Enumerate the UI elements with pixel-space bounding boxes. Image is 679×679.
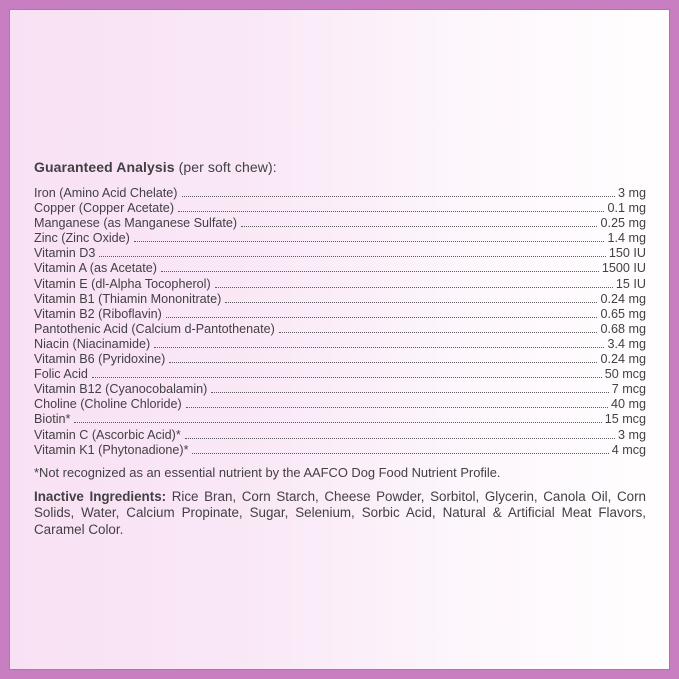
dot-leader — [186, 407, 608, 408]
dot-leader — [279, 332, 598, 333]
nutrient-name: Biotin* — [34, 412, 71, 427]
nutrient-value: 0.24 mg — [600, 352, 646, 367]
nutrient-value: 50 mcg — [604, 367, 646, 382]
nutrient-list — [34, 186, 646, 458]
nutrient-name: Niacin (Niacinamide) — [34, 336, 151, 351]
dot-leader — [134, 241, 605, 242]
nutrient-value: 0.24 mg — [600, 291, 646, 306]
nutrient-row — [34, 292, 646, 307]
dot-leader — [166, 317, 598, 318]
nutrient-value: 1500 IU — [601, 261, 646, 276]
dot-leader — [225, 302, 597, 303]
nutrient-row — [34, 443, 646, 458]
nutrient-row — [34, 216, 646, 231]
heading-subtitle: (per soft chew): — [174, 159, 277, 175]
heading-title: Guaranteed Analysis — [34, 159, 175, 175]
dot-leader — [178, 211, 604, 212]
nutrient-value: 0.25 mg — [600, 216, 646, 231]
nutrient-value: 4 mcg — [611, 442, 646, 457]
dot-leader — [241, 226, 597, 227]
nutrient-value: 40 mg — [610, 397, 646, 412]
nutrient-value: 3.4 mg — [607, 336, 646, 351]
dot-leader — [215, 287, 613, 288]
nutrient-row — [34, 397, 646, 412]
inactive-ingredients — [34, 489, 646, 538]
nutrient-name: Vitamin B6 (Pyridoxine) — [34, 352, 166, 367]
border-top-dark-edge — [0, 0, 679, 2]
nutrient-value: 15 IU — [615, 276, 646, 291]
nutrient-row — [34, 201, 646, 216]
nutrient-name: Choline (Choline Chloride) — [34, 397, 182, 412]
nutrient-name: Vitamin B2 (Riboflavin) — [34, 306, 162, 321]
nutrient-value: 3 mg — [618, 427, 646, 442]
inactive-ingredients-text: Rice Bran, Corn Starch, Cheese Powder, Sorbitol, Glycerin, Canola Oil, Corn Solids, Water, Calcium Propinate, Sugar, Selenium, Sorbic Acid, Natural & Artificial Meat Flavors, Caramel Color. — [34, 488, 647, 537]
dot-leader — [185, 438, 615, 439]
dot-leader — [154, 347, 604, 348]
nutrient-name: Zinc (Zinc Oxide) — [34, 231, 130, 246]
dot-leader — [182, 196, 616, 197]
nutrient-name: Vitamin B1 (Thiamin Mononitrate) — [34, 291, 222, 306]
nutrient-name: Pantothenic Acid (Calcium d-Pantothenate) — [34, 321, 275, 336]
nutrient-value: 3 mg — [618, 186, 646, 200]
nutrient-name: Copper (Copper Acetate) — [34, 201, 175, 216]
nutrient-row — [34, 307, 646, 322]
nutrient-row — [34, 382, 646, 397]
nutrient-row — [34, 428, 646, 443]
nutrient-row — [34, 231, 646, 246]
label-content — [9, 9, 670, 538]
nutrient-row — [34, 246, 646, 261]
dot-leader — [161, 271, 599, 272]
dot-leader — [74, 422, 601, 423]
nutrient-row — [34, 322, 646, 337]
nutrient-value: 150 IU — [608, 246, 646, 261]
nutrient-name: Iron (Amino Acid Chelate) — [34, 186, 178, 200]
nutrient-name: Vitamin K1 (Phytonadione)* — [34, 442, 189, 457]
dot-leader — [169, 362, 597, 363]
nutrient-name: Vitamin D3 — [34, 246, 96, 261]
nutrient-value: 15 mcg — [604, 412, 646, 427]
nutrient-value: 0.1 mg — [607, 201, 646, 216]
nutrient-name: Manganese (as Manganese Sulfate) — [34, 216, 238, 231]
nutrient-row — [34, 412, 646, 427]
nutrient-row — [34, 367, 646, 382]
nutrient-name: Vitamin C (Ascorbic Acid)* — [34, 427, 181, 442]
nutrient-name: Vitamin B12 (Cyanocobalamin) — [34, 382, 208, 397]
nutrient-row — [34, 261, 646, 276]
nutrient-row — [34, 277, 646, 292]
nutrient-value: 0.65 mg — [600, 306, 646, 321]
dot-leader — [192, 453, 608, 454]
nutrient-name: Vitamin A (as Acetate) — [34, 261, 157, 276]
nutrient-name: Folic Acid — [34, 367, 88, 382]
nutrient-value: 1.4 mg — [607, 231, 646, 246]
nutrient-value: 7 mcg — [611, 382, 646, 397]
aafco-footnote: *Not recognized as an essential nutrient by the AAFCO Dog Food Nutrient Profile. — [34, 464, 501, 480]
dot-leader — [211, 392, 608, 393]
guaranteed-analysis-heading — [34, 159, 646, 176]
dot-leader — [92, 377, 602, 378]
nutrient-row — [34, 337, 646, 352]
dot-leader — [99, 256, 606, 257]
nutrient-value: 0.68 mg — [600, 321, 646, 336]
nutrient-row — [34, 352, 646, 367]
inactive-ingredients-label: Inactive Ingredients: — [34, 488, 167, 504]
nutrient-name: Vitamin E (dl-Alpha Tocopherol) — [34, 276, 211, 291]
nutrient-row — [34, 186, 646, 201]
